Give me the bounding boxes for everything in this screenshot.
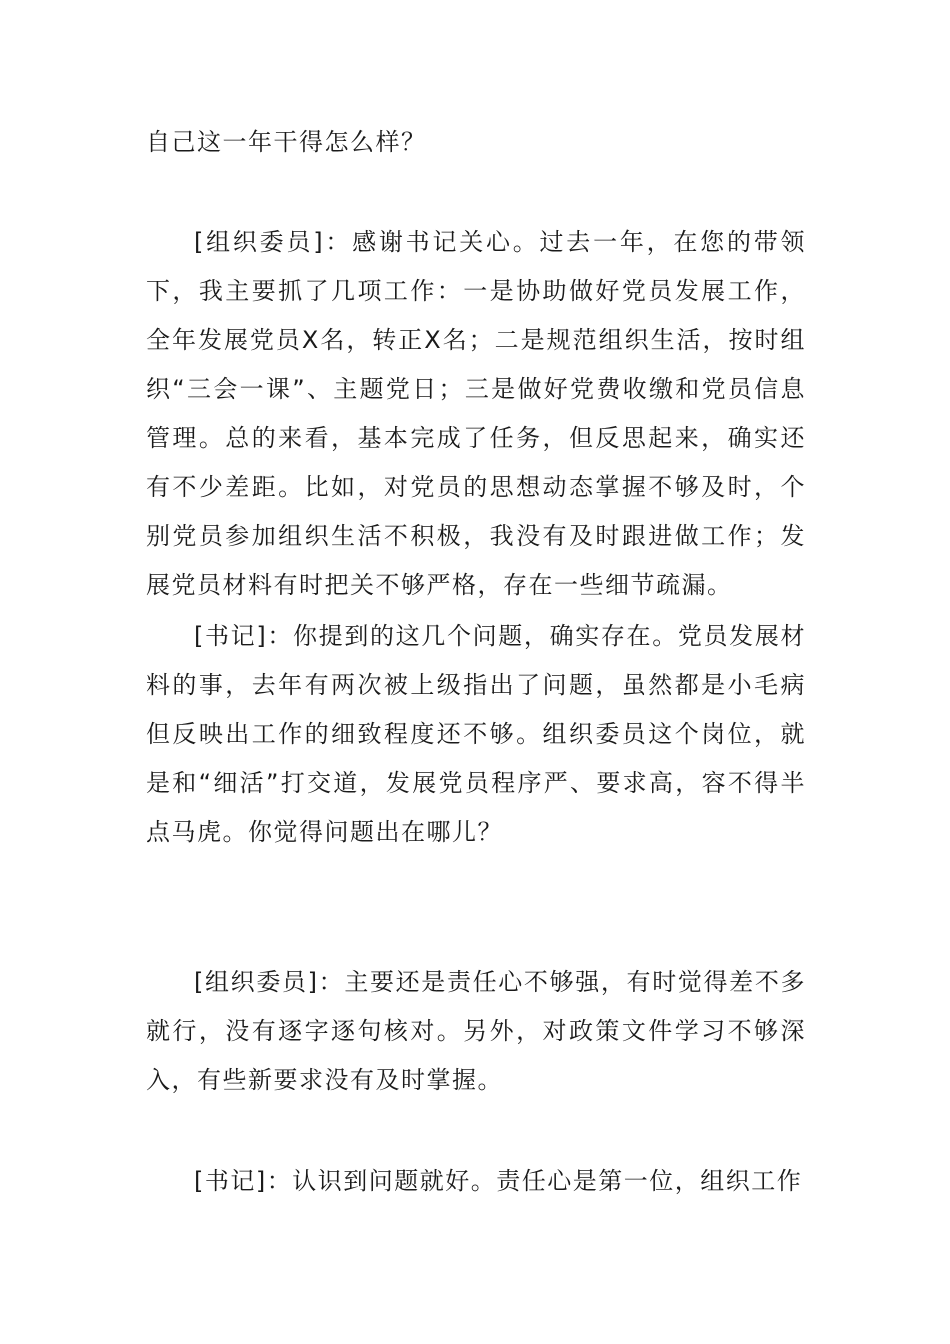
paragraph-continuation: 自己这一年干得怎么样？ xyxy=(146,128,427,156)
paragraph-organizer-reply: [组织委员]：感谢书记关心。过去一年，在您的带领下，我主要抓了几项工作：一是协助做好党员发展工作，全年发展党员X名，转正X名；二是规范组织生活，按时组织“三会一课”、主题党日；三是做好党费收缴和党员信息管理。总的来看，基本完成了任务，但反思起来，确实还有不少差距。比如，对党员的思想动态掌握不够及时，个别党员参加组织生活不积极，我没有及时跟进做工作；发展党员材料有时把关不够严格，存在一些细节疏漏。 xyxy=(146,228,806,599)
paragraph-organizer-reflection: [组织委员]：主要还是责任心不够强，有时觉得差不多就行，没有逐字逐句核对。另外，对政策文件学习不够深入，有些新要求没有及时掌握。 xyxy=(146,968,806,1094)
paragraph-secretary-response: [书记]：认识到问题就好。责任心是第一位，组织工作 xyxy=(194,1167,803,1195)
paragraph-secretary-comment: [书记]：你提到的这几个问题，确实存在。党员发展材料的事，去年有两次被上级指出了问题，虽然都是小毛病但反映出工作的细致程度还不够。组织委员这个岗位，就是和“细活”打交道，发展党员程序严、要求高，容不得半点马虎。你觉得问题出在哪儿？ xyxy=(146,622,806,846)
